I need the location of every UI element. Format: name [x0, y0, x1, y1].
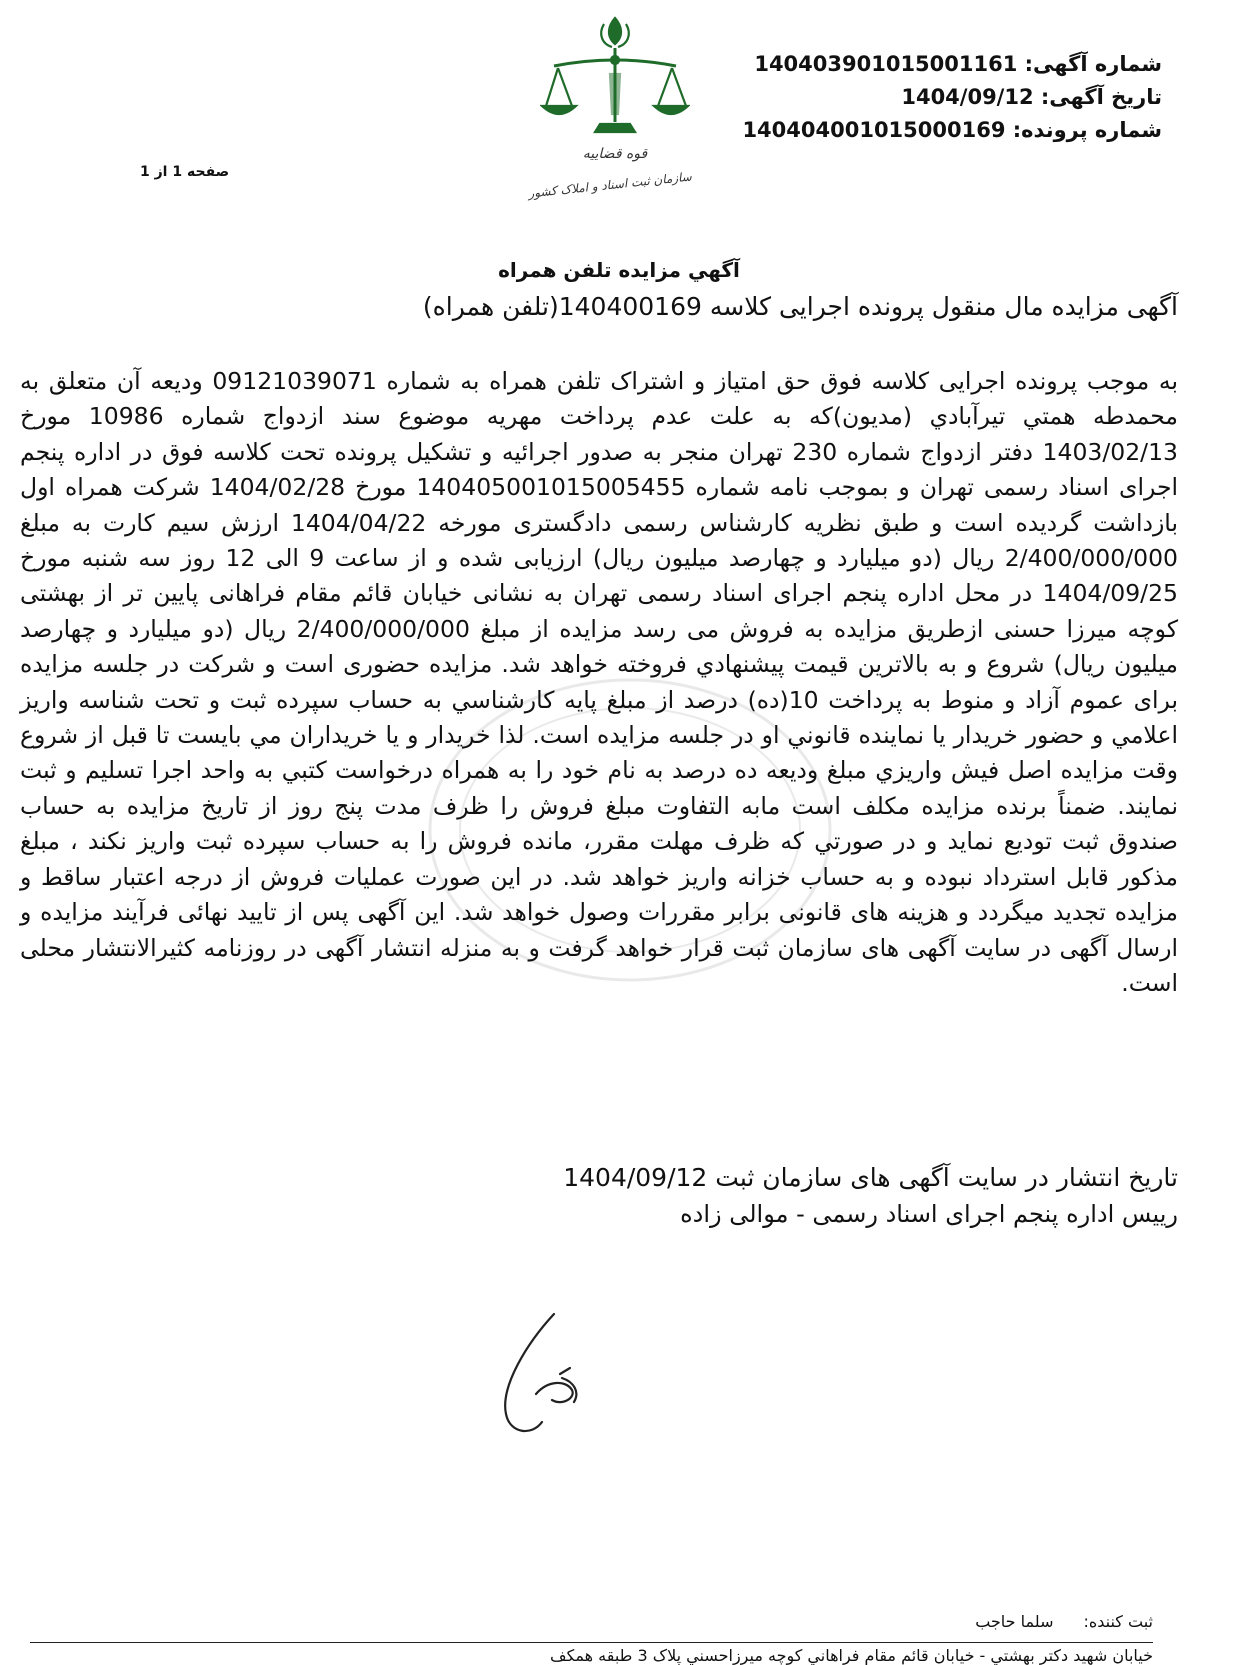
- signature-icon: [462, 1282, 612, 1452]
- registrar-line: [945, 1612, 1153, 1631]
- notice-metadata: [642, 48, 1162, 147]
- registrar-name: سلما حاجب: [975, 1612, 1054, 1631]
- registrar-label: ثبت کننده:: [1083, 1612, 1153, 1631]
- page-number: صفحه 1 از 1: [140, 164, 230, 180]
- emblem-caption-top: قوه قضاییه: [582, 146, 648, 162]
- footer-divider: [30, 1642, 1153, 1643]
- notice-subtitle: آگهی مزایده مال منقول پرونده اجرایی کلاسه 140400169(تلفن همراه): [422, 292, 1178, 321]
- publication-date: تاریخ انتشار در سایت آگهی های سازمان ثبت 1404/09/12: [563, 1163, 1178, 1192]
- case-number: شماره پرونده: 140404001015000169: [742, 118, 1162, 142]
- notice-number: شماره آگهی: 140403901015001161: [754, 52, 1162, 76]
- notice-body: به موجب پرونده اجرایی کلاسه فوق حق امتیاز و اشتراک تلفن همراه به شماره 09121039071 ودیعه آن متعلق به محمدطه همتي تيرآبادي (مدیون)که به علت عدم پرداخت مهریه موضوع سند ازدواج شماره 10986 مورخ 1403/02/13 دفتر ازدواج شماره 230 تهران منجر به صدور اجرائیه و تشکیل پرونده تحت کلاسه فوق در اداره پنجم اجرای اسناد رسمی تهران و بموجب نامه شماره 140405001015005455 مورخ 1404/02/28 شرکت همراه اول بازداشت گردیده است و طبق نظریه کارشناس رسمی دادگستری مورخه 1404/04/22 ارزش سیم کارت به مبلغ 2/400/000/000 ریال (دو میلیارد و چهارصد میلیون ریال) ارزیابی شده و از ساعت 9 الی 12 روز سه شنبه مورخ 1404/09/25 در محل اداره پنجم اجرای اسناد رسمی تهران به نشانی خیابان قائم مقام فراهانی پایین تر از بهشتی کوچه میرزا حسنی ازطریق مزایده به فروش می رسد مزایده از مبلغ 2/400/000/000 ریال (دو میلیارد و چهارصد میلیون ریال) شروع و به بالاترين قيمت پيشنهادي فروخته خواهد شد. مزايده حضوری است و شرکت در جلسه مزايده براى عموم آزاد و منوط به پرداخت 10(ده) درصد از مبلغ پايه کارشناسي به حساب سپرده ثبت و تحت شناسه واريز اعلامي و حضور خريدار يا نماينده قانوني او در جلسه مزايده است. لذا خريدار و يا خريداران مي بايست تا قبل از شروع وقت مزايده اصل فيش واريزي مبلغ وديعه ده درصد به نام خود را به همراه درخواست کتبي به واحد اجرا تسليم و ثبت نمايند. ضمناً برنده مزايده مکلف است مابه التفاوت مبلغ فروش را ظرف مدت پنج روز از تاريخ مزايده به حساب صندوق ثبت توديع نمايد و در صورتي که ظرف مهلت مقرر، مانده فروش را به حساب سپرده ثبت واريز نکند ، مبلغ مذکور قابل استرداد نبوده و به حساب خزانه واريز خواهد شد. در این صورت عملیات فروش از درجه اعتبار ساقط و مزايده تجديد ميگردد و هزينه های قانونی برابر مقررات وصول خواهد شد. این آگهی پس از تایید نهائی فرآیند مزایده و ارسال آگهی در سایت آگهی های سازمان ثبت قرار خواهد گرفت و به منزله انتشار آگهی در روزنامه کثیرالانتشار محلی است.: [20, 367, 1179, 997]
- emblem-caption-bottom: سازمان ثبت اسناد و املاک کشور: [527, 169, 693, 201]
- office-address: خيابان شهيد دکتر بهشتي - خيابان قائم مقام فراهاني کوچه ميرزاحسني پلاک 3 طبقه همکف: [550, 1646, 1153, 1665]
- notice-date: تاریخ آگهی: 1404/09/12: [901, 85, 1162, 109]
- notice-title: آگهي مزايده تلفن همراه: [498, 258, 740, 282]
- signing-official: رییس اداره پنجم اجرای اسناد رسمی - موالی زاده: [680, 1200, 1178, 1228]
